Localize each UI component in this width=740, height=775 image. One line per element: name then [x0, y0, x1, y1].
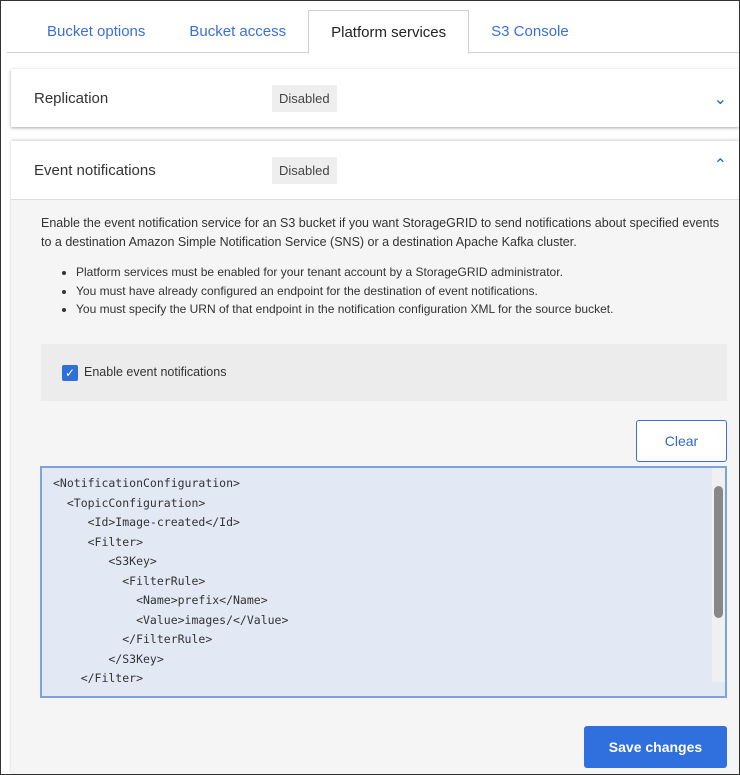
chevron-up-icon[interactable]: ⌃: [713, 157, 727, 174]
list-item: • You must specify the URN of that endpoint in the notification configuration XML for the source bucket.: [76, 300, 613, 319]
list-item: • Platform services must be enabled for your tenant account by a StorageGRID administrator.: [76, 263, 613, 282]
clear-button[interactable]: Clear: [636, 420, 727, 462]
scrollbar[interactable]: [712, 468, 725, 682]
save-changes-button[interactable]: Save changes: [584, 726, 727, 768]
tab-bucket-options[interactable]: Bucket options: [47, 23, 146, 40]
tab-bar: [7, 10, 739, 53]
enable-checkbox-label[interactable]: Enable event notifications: [84, 365, 227, 379]
intro-text: Enable the event notification service for an S3 bucket if you want StorageGRID to send notifications about specified events to a destination Amazon Simple Notification Service (SNS) or a destination Apache Kafka cluster.: [41, 216, 720, 249]
enable-checkbox[interactable]: ✓: [62, 365, 78, 381]
replication-title: Replication: [34, 90, 109, 107]
replication-panel: [11, 69, 739, 127]
tab-bucket-access[interactable]: Bucket access: [189, 23, 287, 40]
event-notifications-title: Event notifications: [34, 162, 156, 179]
list-item: • You must have already configured an endpoint for the destination of event notifications.: [76, 282, 613, 301]
tab-platform-services[interactable]: Platform services: [308, 10, 469, 54]
replication-header[interactable]: [11, 69, 739, 127]
chevron-down-icon[interactable]: ⌄: [713, 91, 727, 108]
tab-s3-console[interactable]: S3 Console: [491, 23, 569, 40]
event-notifications-body: [11, 199, 739, 774]
event-notifications-panel: [11, 141, 739, 774]
scrollbar-thumb[interactable]: [714, 486, 723, 618]
xml-config-textarea[interactable]: [40, 466, 727, 698]
enable-section: [41, 344, 727, 401]
status-badge: Disabled: [272, 85, 337, 112]
requirements-list: [76, 263, 613, 319]
status-badge: Disabled: [272, 157, 337, 184]
event-notifications-header[interactable]: [11, 141, 739, 199]
xml-content: <NotificationConfiguration> <TopicConfiguration> <Id>Image-created</Id> <Filter> <S3Key> <FilterRule> <Name>prefix</Name> <Value>images/</Value> </FilterRule> </S3Key> </Filter>: [53, 476, 289, 685]
